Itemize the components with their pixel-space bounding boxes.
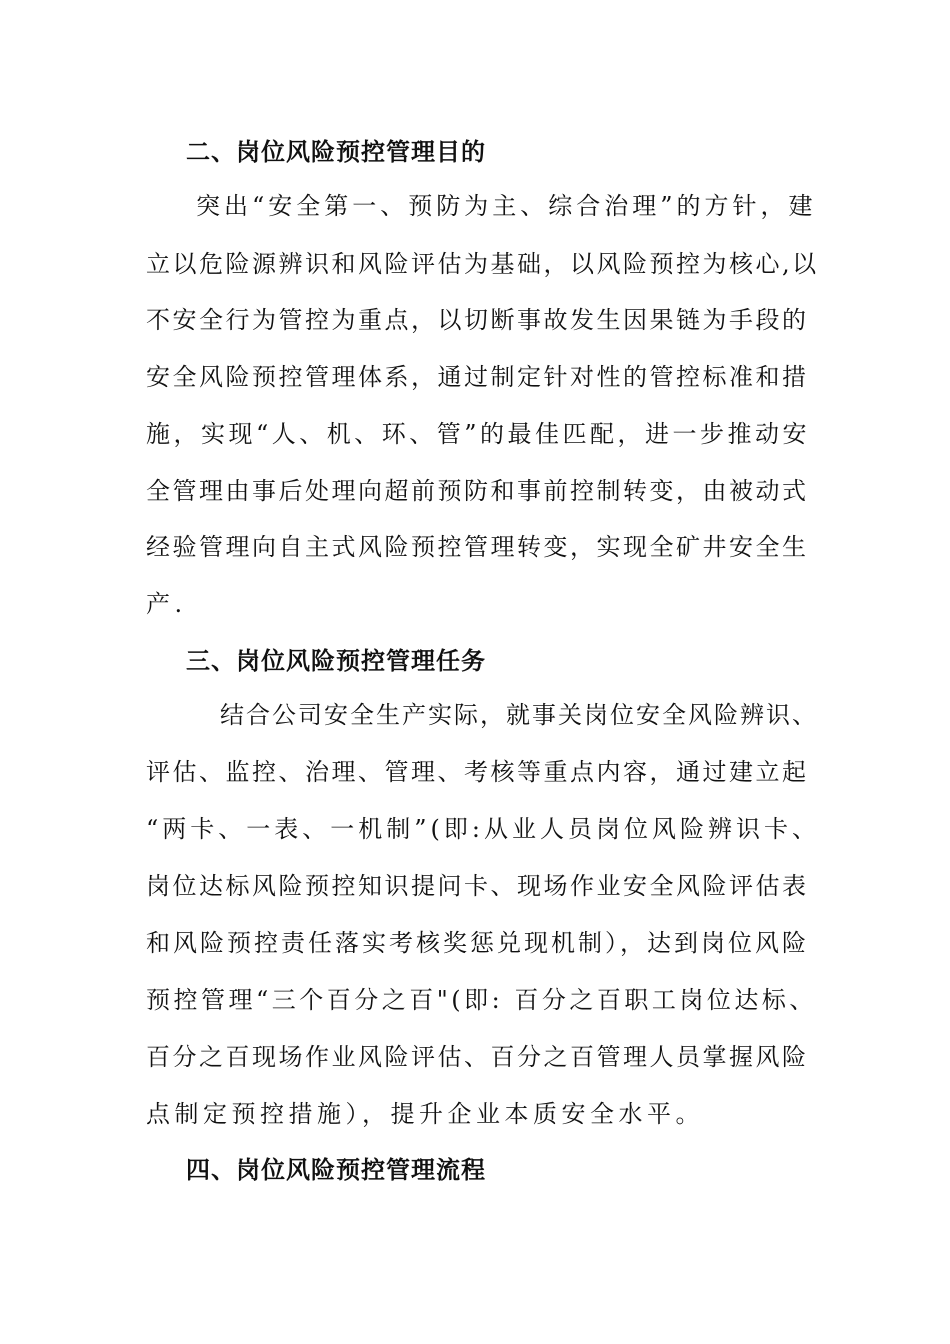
paragraph-line: 百分之百现场作业风险评估、百分之百管理人员掌握风险: [146, 1043, 809, 1071]
paragraph-line: 立以危险源辨识和风险评估为基础，以风险预控为核心,以: [146, 250, 819, 278]
paragraph-line: 点制定预控措施），提升企业本质安全水平。: [146, 1100, 704, 1128]
paragraph-line: 岗位达标风险预控知识提问卡、现场作业安全风险评估表: [146, 872, 809, 900]
section-heading-tasks: 三、岗位风险预控管理任务: [186, 646, 486, 675]
paragraph-line: 不安全行为管控为重点，以切断事故发生因果链为手段的: [146, 306, 809, 334]
paragraph-line: 全管理由事后处理向超前预防和事前控制转变，由被动式: [146, 477, 809, 505]
paragraph-line: 产.: [146, 590, 187, 618]
paragraph-line: 评估、监控、治理、管理、考核等重点内容，通过建立起: [146, 758, 809, 786]
paragraph-line: 突出“安全第一、预防为主、综合治理”的方针，建: [196, 192, 817, 220]
paragraph-line: 经验管理向自主式风险预控管理转变，实现全矿井安全生: [146, 533, 809, 561]
paragraph-line: 结合公司安全生产实际，就事关岗位安全风险辨识、: [220, 701, 818, 729]
section-heading-purpose: 二、岗位风险预控管理目的: [186, 137, 486, 166]
paragraph-line: 施，实现“人、机、环、管”的最佳匹配，进一步推动安: [146, 420, 811, 448]
section-heading-process: 四、岗位风险预控管理流程: [186, 1155, 486, 1184]
paragraph-line: “两卡、一表、一机制”(即:从业人员岗位风险辨识卡、: [146, 815, 820, 843]
paragraph-line: 安全风险预控管理体系，通过制定针对性的管控标准和措: [146, 363, 809, 391]
paragraph-line: 和风险预控责任落实考核奖惩兑现机制），达到岗位风险: [146, 929, 809, 957]
paragraph-line: 预控管理“三个百分之百"(即: 百分之百职工岗位达标、: [146, 986, 817, 1014]
